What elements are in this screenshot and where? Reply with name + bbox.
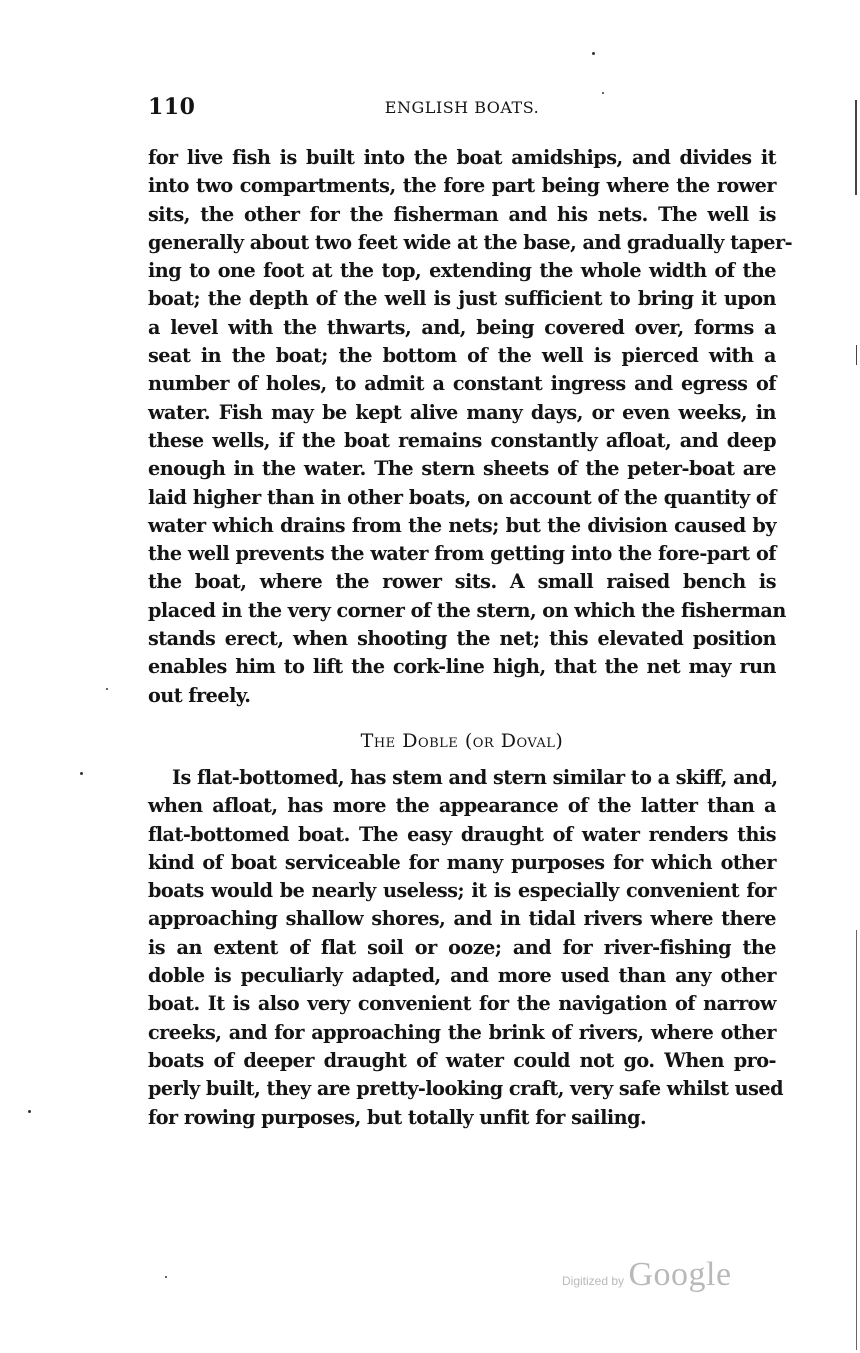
text-line: these wells, if the boat remains constantly afloat, and deep (148, 428, 776, 452)
text-line: water. Fish may be kept alive many days, or even weeks, in (148, 400, 776, 424)
google-logo: Google (628, 1256, 732, 1293)
text-line: when afloat, has more the appearance of the latter than a (148, 794, 776, 818)
text-line: perly built, they are pretty-looking craft, very safe whilst used (148, 1077, 784, 1101)
text-line: number of holes, to admit a constant ingress and egress of (148, 372, 776, 396)
scan-edge-line (856, 345, 857, 365)
text-line: doble is peculiarly adapted, and more used than any other (148, 964, 776, 988)
text-line: for rowing purposes, but totally unfit for sailing. (148, 1105, 647, 1129)
text-line: the boat, where the rower sits. A small raised bench is (148, 570, 776, 594)
text-line: boat. It is also very convenient for the navigation of narrow (148, 992, 776, 1016)
text-line: boats of deeper draught of water could not go. When pro- (148, 1048, 776, 1072)
scan-edge-line (856, 930, 857, 1350)
scan-speck (165, 1276, 167, 1278)
text-line: Is flat-bottomed, has stem and stern similar to a skiff, and, (172, 766, 778, 789)
text-line: seat in the boat; the bottom of the well is pierced with a (148, 344, 776, 368)
text-line: boats would be nearly useless; it is especially convenient for (148, 879, 776, 903)
text-line: boat; the depth of the well is just sufficient to bring it upon (148, 287, 776, 311)
text-line: generally about two feet wide at the base, and gradually taper- (148, 230, 793, 254)
scan-edge-line (855, 100, 857, 195)
watermark-prefix: Digitized by (562, 1274, 625, 1288)
scan-speck (28, 1110, 31, 1113)
text-line: enables him to lift the cork-line high, that the net may run (148, 655, 776, 679)
text-line: the well prevents the water from getting into the fore-part of (148, 542, 776, 566)
text-line: a level with the thwarts, and, being covered over, forms a (148, 315, 776, 339)
text-line: flat-bottomed boat. The easy draught of water renders this (148, 822, 776, 846)
text-line: approaching shallow shores, and in tidal rivers where there (148, 907, 776, 931)
page-header (148, 94, 776, 124)
text-line: creeks, and for approaching the brink of rivers, where other (148, 1020, 776, 1044)
scan-speck (592, 52, 595, 55)
text-line: ing to one foot at the top, extending the whole width of the (148, 259, 776, 283)
scan-speck (602, 92, 604, 94)
digitized-watermark (562, 1256, 732, 1294)
scan-speck (80, 772, 83, 775)
paragraph-doble (148, 764, 784, 1132)
text-line: enough in the water. The stern sheets of the peter-boat are (148, 457, 776, 481)
text-line: laid higher than in other boats, on account of the quantity of (148, 485, 776, 509)
text-line: stands erect, when shooting the net; this elevated position (148, 627, 776, 651)
text-line: water which drains from the nets; but the division caused by (148, 513, 776, 537)
text-line: is an extent of flat soil or ooze; and for river-fishing the (148, 935, 776, 959)
running-head: ENGLISH BOATS. (384, 98, 540, 117)
text-line: into two compartments, the fore part being where the rower (148, 174, 776, 198)
text-line: out freely. (148, 683, 251, 707)
text-line: placed in the very corner of the stern, on which the fisherman (148, 598, 786, 622)
text-line: for live fish is built into the boat amidships, and divides it (148, 146, 776, 169)
text-line: sits, the other for the fisherman and his nets. The well is (148, 202, 776, 226)
scan-speck (106, 688, 108, 690)
paragraph-peter-boat (148, 144, 793, 710)
page-number: 110 (148, 94, 196, 120)
text-line: kind of boat serviceable for many purposes for which other (148, 850, 776, 874)
section-heading: The Doble (or Doval) (360, 730, 564, 752)
